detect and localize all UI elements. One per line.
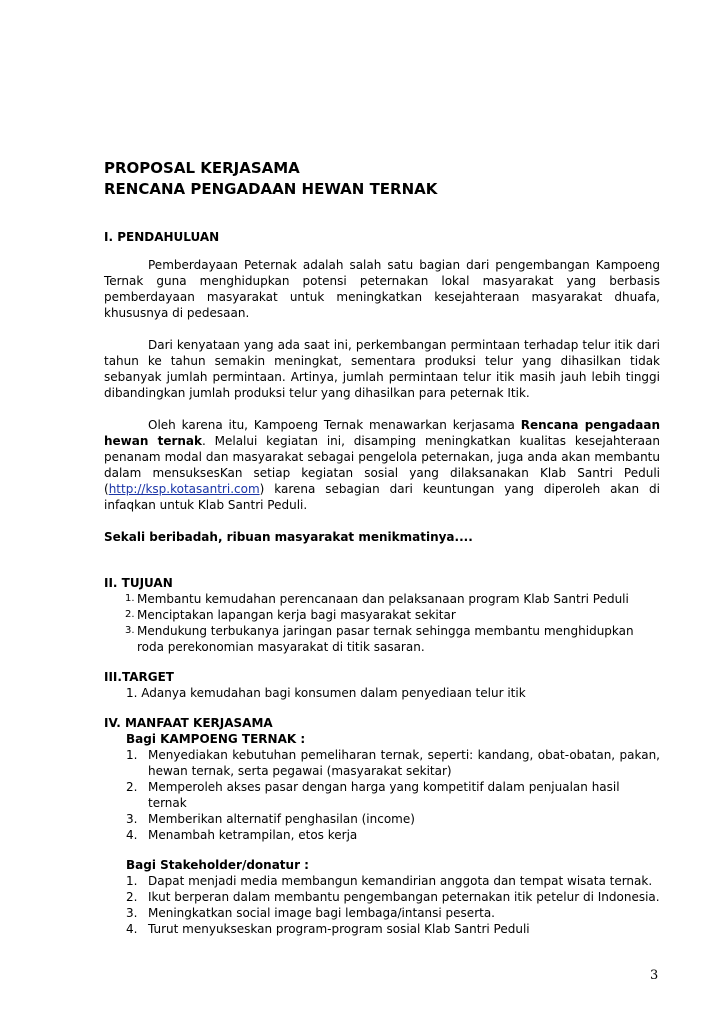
list-item-text: Ikut berperan dalam membantu pengembangan peternakan itik petelur di Indonesia. xyxy=(148,890,660,904)
paragraph-2: Dari kenyataan yang ada saat ini, perkembangan permintaan terhadap telur itik dari tahun ke tahun semakin meningkat, sementara produksi telur yang dihasilkan tidak sebanyak jumlah permintaan. Artinya, jumlah permintaan telur itik masih jauh lebih tinggi dibandingkan jumlah produksi telur yang dihasilkan para peternak Itik. xyxy=(104,338,660,400)
list-item xyxy=(126,873,660,889)
list-item xyxy=(126,889,660,905)
target-item: 1. Adanya kemudahan bagi konsumen dalam penyediaan telur itik xyxy=(126,686,526,700)
list-item-number: 3. xyxy=(125,625,135,636)
paragraph-3-bold: Rencana pengadaan hewan ternak xyxy=(104,418,660,448)
list-item-text: Meningkatkan social image bagi lembaga/intansi peserta. xyxy=(148,906,495,920)
list-item xyxy=(125,591,660,607)
paragraph-1: Pemberdayaan Peternak adalah salah satu bagian dari pengembangan Kampoeng Ternak guna menghidupkan potensi peternakan lokal masyarakat yang berbasis pemberdayaan masyarakat untuk meningkatkan kesejahteraan masyarakat dhuafa, khususnya di pedesaan. xyxy=(104,258,660,320)
stakeholder-list xyxy=(126,873,660,937)
list-item-text: Dapat menjadi media membangun kemandirian anggota dan tempat wisata ternak. xyxy=(148,874,653,888)
list-item xyxy=(126,811,660,827)
ksp-link[interactable]: http://ksp.kotasantri.com xyxy=(108,482,260,496)
slogan: Sekali beribadah, ribuan masyarakat menikmatinya.... xyxy=(104,530,473,544)
list-item-text: Mendukung terbukanya jaringan pasar ternak sehingga membantu menghidupkan roda perekonomian masyarakat di titik sasaran. xyxy=(137,624,634,654)
list-item xyxy=(126,779,660,811)
list-item-number: 2. xyxy=(126,780,138,794)
section-heading-target: III.TARGET xyxy=(104,670,174,684)
list-item-number: 1. xyxy=(125,593,135,604)
title-line-1: PROPOSAL KERJASAMA xyxy=(104,159,300,177)
list-item xyxy=(126,905,660,921)
paragraph-3-c: ) karena sebagian dari keuntungan yang diperoleh akan di infaqkan untuk Klab Santri Peduli. xyxy=(104,482,660,512)
kampoeng-ternak-list xyxy=(126,747,660,843)
section-heading-manfaat: IV. MANFAAT KERJASAMA xyxy=(104,716,273,730)
list-item xyxy=(126,747,660,779)
list-item-text: Menyediakan kebutuhan pemeliharan ternak, seperti: kandang, obat-obatan, pakan, hewan ternak, serta pegawai (masyarakat sekitar) xyxy=(148,748,660,778)
list-item-number: 4. xyxy=(126,922,138,936)
list-item-text: Turut menyukseskan program-program sosial Klab Santri Peduli xyxy=(148,922,530,936)
paragraph-3 xyxy=(104,417,660,513)
subheading-kampoeng-ternak: Bagi KAMPOENG TERNAK : xyxy=(126,732,306,746)
list-item-number: 2. xyxy=(126,890,138,904)
list-item-number: 1. xyxy=(126,874,138,888)
list-item xyxy=(126,827,660,843)
list-item-text: Membantu kemudahan perencanaan dan pelaksanaan program Klab Santri Peduli xyxy=(137,592,629,606)
subheading-stakeholder: Bagi Stakeholder/donatur : xyxy=(126,858,309,872)
list-item-text: Memberikan alternatif penghasilan (income) xyxy=(148,812,415,826)
tujuan-list xyxy=(104,591,660,655)
list-item xyxy=(126,921,660,937)
list-item-number: 3. xyxy=(126,812,138,826)
section-heading-pendahuluan: I. PENDAHULUAN xyxy=(104,230,220,244)
list-item xyxy=(125,607,660,623)
title-line-2: RENCANA PENGADAAN HEWAN TERNAK xyxy=(104,180,438,198)
list-item-number: 2. xyxy=(125,609,135,620)
section-heading-tujuan: II. TUJUAN xyxy=(104,576,173,590)
list-item-number: 1. xyxy=(126,748,138,762)
list-item-number: 3. xyxy=(126,906,138,920)
list-item xyxy=(125,623,660,655)
list-item-number: 4. xyxy=(126,828,138,842)
list-item-text: Memperoleh akses pasar dengan harga yang kompetitif dalam penjualan hasil ternak xyxy=(148,780,620,810)
page-number: 3 xyxy=(650,968,659,983)
paragraph-3-a: Oleh karena itu, Kampoeng Ternak menawarkan kerjasama xyxy=(148,418,521,432)
list-item-text: Menambah ketrampilan, etos kerja xyxy=(148,828,358,842)
list-item-text: Menciptakan lapangan kerja bagi masyarakat sekitar xyxy=(137,608,456,622)
page-content xyxy=(104,158,660,937)
paragraph-3-b: . Melalui kegiatan ini, disamping meningkatkan kualitas kesejahteraan penanam modal dan masyarakat sebagai pengelola peternakan, juga anda akan membantu dalam mensuksesKan setiap kegiatan sosial yang dilaksanakan Klab Santri Peduli ( xyxy=(104,434,660,496)
